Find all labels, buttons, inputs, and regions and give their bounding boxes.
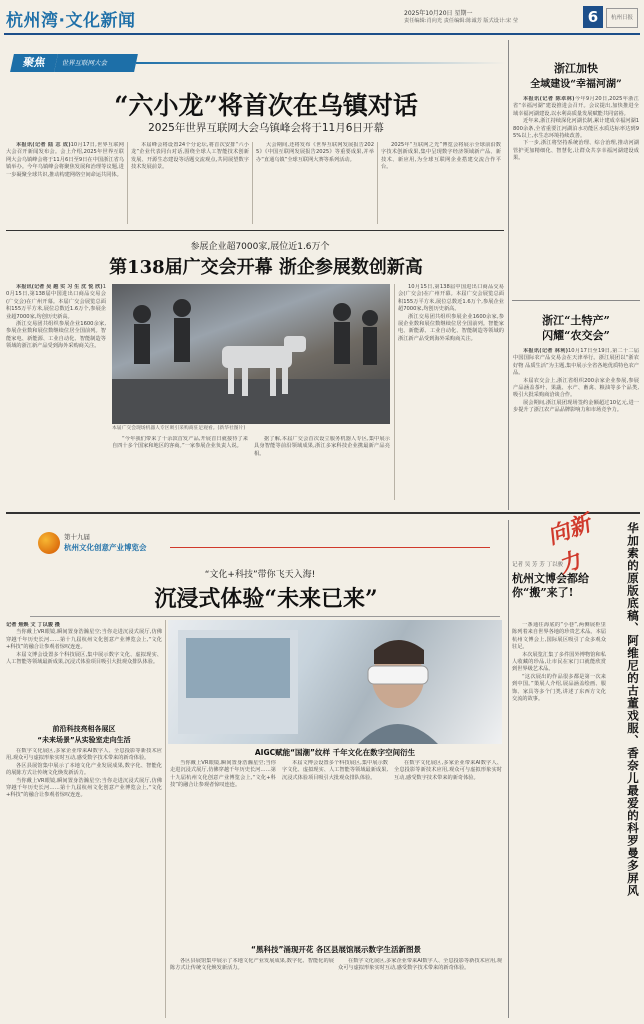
sidebar2-para-2: 本届农交会上,浙江省组织200余家企业参展,参展产品涵盖茶叶、果蔬、水产、畜禽、粮油等多个品类,吸引大批采购商洽谈合作。 <box>513 377 639 399</box>
sidebar2-para-1: 10月17日至19日,第二十二届中国国际农产品交易会在天津举行。浙江展团以“浙农好物 品质生活”为主题,集中展示全省各地优质特色农产品。 <box>513 348 639 377</box>
expo-logo <box>38 532 168 558</box>
expo-band-line <box>170 547 490 548</box>
story2-para-1: 10月15日,第138届中国进出口商品交易会(广交会)在广州开幕。本届广交会展览总面积155万平方米,展位总数近1.6万个,参展企业超7000家,均创历史新高。 <box>6 284 106 320</box>
column-rule <box>377 142 378 224</box>
story1-headline: “六小龙”将首次在乌镇对话 <box>114 91 418 120</box>
story2-photo-caption: 本届广交会现场机器人专区吸引采购商驻足观看。(新华社图片) <box>112 426 246 431</box>
story3-image-caption: AIGC赋能“国潮”纹样 千年文化在数字空间衍生 <box>254 748 416 757</box>
sidebar1-para-2: 近年来,浙江持续深化河湖长制,累计建成幸福河湖1800余条,全省重要江河湖泊水功能区水质达标率达到95%以上,水生态环境持续改善。 <box>513 118 639 140</box>
vr-experience-photo <box>168 620 502 744</box>
sidebar1-title-line2: 全域建设“幸福河湖” <box>530 79 622 90</box>
story1-col1 <box>6 142 124 224</box>
section-title: 杭州湾·文化新闻 <box>6 11 136 31</box>
story3-para-1: 当你戴上VR眼镜,瞬间置身浩瀚星空;当你走进沉浸式展厅,仿佛穿越千年历史长河……第十九届杭州文化创意产业博览会上,“文化+科技”的融合让参观者惊叹连连。 <box>6 629 162 651</box>
story4-body <box>512 622 606 1018</box>
story1-para-2: 本届峰会将设置24个分论坛,将首次安排“六小龙”企业代表同台对话,围绕全球人工智能技术创新发展、开源生态建设等话题交流观点,共同展望数字技术发展前景。 <box>131 142 249 171</box>
story1-byline: 本报讯(记者 陆 志 成) <box>16 142 71 148</box>
sidebar2-byline: 本报讯(记者 林利) <box>523 348 568 354</box>
story3-byline: 记者 焦焕 文 丁以骏 摄 <box>6 622 60 628</box>
section-divider <box>6 230 504 231</box>
story2-para-1-cont: 10月15日,第138届中国进出口商品交易会(广交会)在广州开幕。本届广交会展览总面积155万平方米,展位总数近1.6万个,参展企业超7000家,均创历史新高。 <box>398 284 504 313</box>
expo-logo-mark <box>38 532 60 554</box>
story3-kicker: “文化+科技”带你飞天入海! <box>204 570 316 580</box>
expo-edition: 第十九届 <box>64 533 90 541</box>
sidebar2-title-line1: 浙江“土特产” <box>542 314 610 327</box>
story3-para-4-cont: 各区县展馆集中展示了本地文化产业发展成果,数字化、智能化的展陈方式让传统文化焕发新活力。 <box>170 958 334 972</box>
story2-kicker: 参展企业超7000家,展位近1.6万个 <box>190 242 330 252</box>
story4-byline: 记者 吴 芳 芳 丁以骏 <box>512 562 563 568</box>
story3-para-1-cont: 当你戴上VR眼镜,瞬间置身浩瀚星空;当你走进沉浸式展厅,仿佛穿越千年历史长河……第十九届杭州文化创意产业博览会上,“文化+科技”的融合让参观者惊叹连连。 <box>6 777 162 799</box>
story3-col1 <box>6 622 162 718</box>
story2-col4 <box>398 284 504 500</box>
story4-para-2: 本次展览汇集了多件国外博物馆和私人收藏的珍品,让市民在家门口就能欣赏到世界级艺术品。 <box>512 651 606 673</box>
story2-para-4: 据了解,本届广交会首次设立服务机器人专区,集中展示具身智能等前沿领域成果,浙江多家科技企业携最新产品亮相。 <box>254 436 390 457</box>
story2-col2 <box>112 436 248 500</box>
editor-credits: 责任编辑:肖向光 责任编辑:陈诚芳 版式设计:宋 莹 <box>404 18 518 24</box>
sidebar1-title-line1: 浙江加快 <box>554 62 598 75</box>
story1-col2 <box>131 142 249 224</box>
story2-para-2: 浙江交易团共组织参展企业1600余家,参展企业数和展位数继续位居全国前列。智能家电、新能源、工业自动化、智能制造等领域的浙江新产品受到海外采购商关注。 <box>6 321 106 350</box>
focus-divider <box>136 62 506 64</box>
story4-para-3: “这次展出的作品很多都是第一次来到中国。”策展人介绍,展品涵盖绘画、服饰、家具等多个门类,讲述了东西方文化交流的故事。 <box>512 673 606 703</box>
story2-byline: 本报讯(记者 吴 越 实 习 生 沈 悦 欣) <box>16 284 103 290</box>
story1-col3 <box>256 142 374 224</box>
story3-para-4: 各区县展馆集中展示了本地文化产业发展成果,数字化、智能化的展陈方式让传统文化焕发新活力。 <box>6 762 162 777</box>
story3-para-1-cont2: 当你戴上VR眼镜,瞬间置身浩瀚星空;当你走进沉浸式展厅,仿佛穿越千年历史长河……第十九届杭州文化创意产业博览会上,“文化+科技”的融合让参观者惊叹连连。 <box>170 760 276 789</box>
expo-arrow-mark: 向新力 <box>544 510 595 580</box>
story4-headline: 杭州文博会都给你“搬”来了! <box>512 572 589 599</box>
expo-name: 杭州文化创意产业博览会 <box>64 543 147 552</box>
story1-subheadline: 2025年世界互联网大会乌镇峰会将于11月6日开幕 <box>148 122 384 134</box>
issue-date: 2025年10月20日 星期一 <box>404 10 473 17</box>
section-divider <box>6 512 640 514</box>
story3-col2 <box>6 748 162 1018</box>
right-column-rule <box>508 40 509 510</box>
story2-para-3: “今年我们带来了十余款首发产品,开展首日就接待了来自四十多个国家和地区的客商。”一家参展企业负责人说。 <box>112 436 248 450</box>
sidebar-divider <box>512 300 640 301</box>
focus-subtitle: 世界互联网大会 <box>54 54 138 72</box>
vr-visitor-illustration <box>168 620 502 744</box>
right-column-rule <box>508 520 509 1018</box>
paper-logo: 杭州日报 <box>606 8 638 28</box>
column-rule <box>394 284 395 500</box>
story3-col7 <box>338 958 502 1018</box>
story3-subhead2: “黑科技”涌现开花 各区县展馆展示数字生活新图景 <box>251 945 421 954</box>
sidebar2-para-3: 展会期间,浙江展团现场签约金额超过10亿元,进一步提升了浙江农产品品牌影响力和市场竞争力。 <box>513 399 639 414</box>
robot-dog-illustration <box>112 284 390 424</box>
story3-subhead1b: “未来场景”从实验室走向生活 <box>37 736 131 744</box>
sidebar1-byline: 本报讯(记者 陈卓林) <box>523 96 575 102</box>
story1-para-4: 2025年“互联网之光”博览会将展示全球前沿数字技术创新成果,集中呈现数字经济领域新产品、新技术、新应用,为全球互联网企业搭建交流合作平台。 <box>381 142 501 171</box>
story3-para-2-cont: 本届文博会设置多个科技展区,集中展示数字文化、虚拟现实、人工智能等领域最新成果,沉浸式体验项目吸引大批观众排队体验。 <box>282 760 388 781</box>
story2-col1 <box>6 284 106 500</box>
masthead-rule <box>4 33 640 35</box>
story2-headline: 第138届广交会开幕 浙企参展数创新高 <box>109 257 423 278</box>
story2-col3 <box>254 436 390 500</box>
column-rule <box>165 620 166 1018</box>
story3-col5 <box>394 760 502 940</box>
story3-para-3: 在数字文化展区,多家企业带来AI数字人、全息投影等新技术应用,观众可与虚拟形象实时互动,感受数字技术带来的新奇体验。 <box>6 748 162 762</box>
sidebar1-body <box>513 96 639 296</box>
story3-col3 <box>170 760 276 940</box>
story3-para-3-cont: 在数字文化展区,多家企业带来AI数字人、全息投影等新技术应用,观众可与虚拟形象实时互动,感受数字技术带来的新奇体验。 <box>394 760 502 781</box>
story3-headline: 沉浸式体验“未来已来” <box>154 586 378 612</box>
story3-para-2: 本届文博会设置多个科技展区,集中展示数字文化、虚拟现实、人工智能等领域最新成果,沉浸式体验项目吸引大批观众排队体验。 <box>6 651 162 666</box>
column-rule <box>252 142 253 224</box>
focus-badge: 聚焦 <box>10 54 58 72</box>
story4-para-1: 一条通往海底的“小巷”,两侧展柜里陈列着来自世界各地的珍贵艺术品。本届杭州文博会上,国际展区吸引了众多观众驻足。 <box>512 622 606 651</box>
sidebar2-body <box>513 348 639 508</box>
story4-vertical-title: 华加索的原版底稿、阿维尼的古董戏服、香奈儿最爱的科罗曼多屏风 <box>626 522 640 897</box>
column-rule <box>127 142 128 224</box>
story1-para-1: 10月17日,世界互联网大会召开新闻发布会。会上介绍,2025年世界互联网大会乌镇峰会将于11月6日至9日在中国浙江省乌镇举办。今年乌镇峰会将聚焦发展和治理等议题,进一步凝聚全球共识,推动构建网络空间命运共同体。 <box>6 142 124 178</box>
masthead <box>0 0 644 34</box>
story3-col4 <box>282 760 388 940</box>
story3-para-3-cont2: 在数字文化展区,多家企业带来AI数字人、全息投影等新技术应用,观众可与虚拟形象实时互动,感受数字技术带来的新奇体验。 <box>338 958 502 972</box>
sidebar1-para-1: 今年9月20日,2025年浙江省“幸福河湖”建设推进会召开。会议提出,加快推进全域幸福河湖建设,以水利高质量发展赋能共同富裕。 <box>513 96 639 117</box>
expo-robot-photo <box>112 284 390 424</box>
story1-para-3: 大会期间,还将发布《世界互联网发展报告2025》《中国互联网发展报告2025》等重要成果,并举办“直通乌镇”全球互联网大赛等系列活动。 <box>256 142 374 163</box>
story1-col4 <box>381 142 501 224</box>
story3-subhead1: 前沿科技亮相各展区 <box>52 725 116 733</box>
page-number: 6 <box>583 6 603 28</box>
story3-col6 <box>170 958 334 1018</box>
story2-para-2-cont: 浙江交易团共组织参展企业1600余家,参展企业数和展位数继续位居全国前列。智能家电、新能源、工业自动化、智能制造等领域的浙江新产品受到海外采购商关注。 <box>398 313 504 342</box>
sidebar1-para-3: 下一步,浙江将坚持系统治理、综合治理,推动河湖管护更加精细化、智慧化,让群众共享幸福河湖建设成果。 <box>513 140 639 162</box>
headline-underline <box>30 616 500 617</box>
sidebar2-title-line2: 闪耀“农交会” <box>542 329 610 342</box>
